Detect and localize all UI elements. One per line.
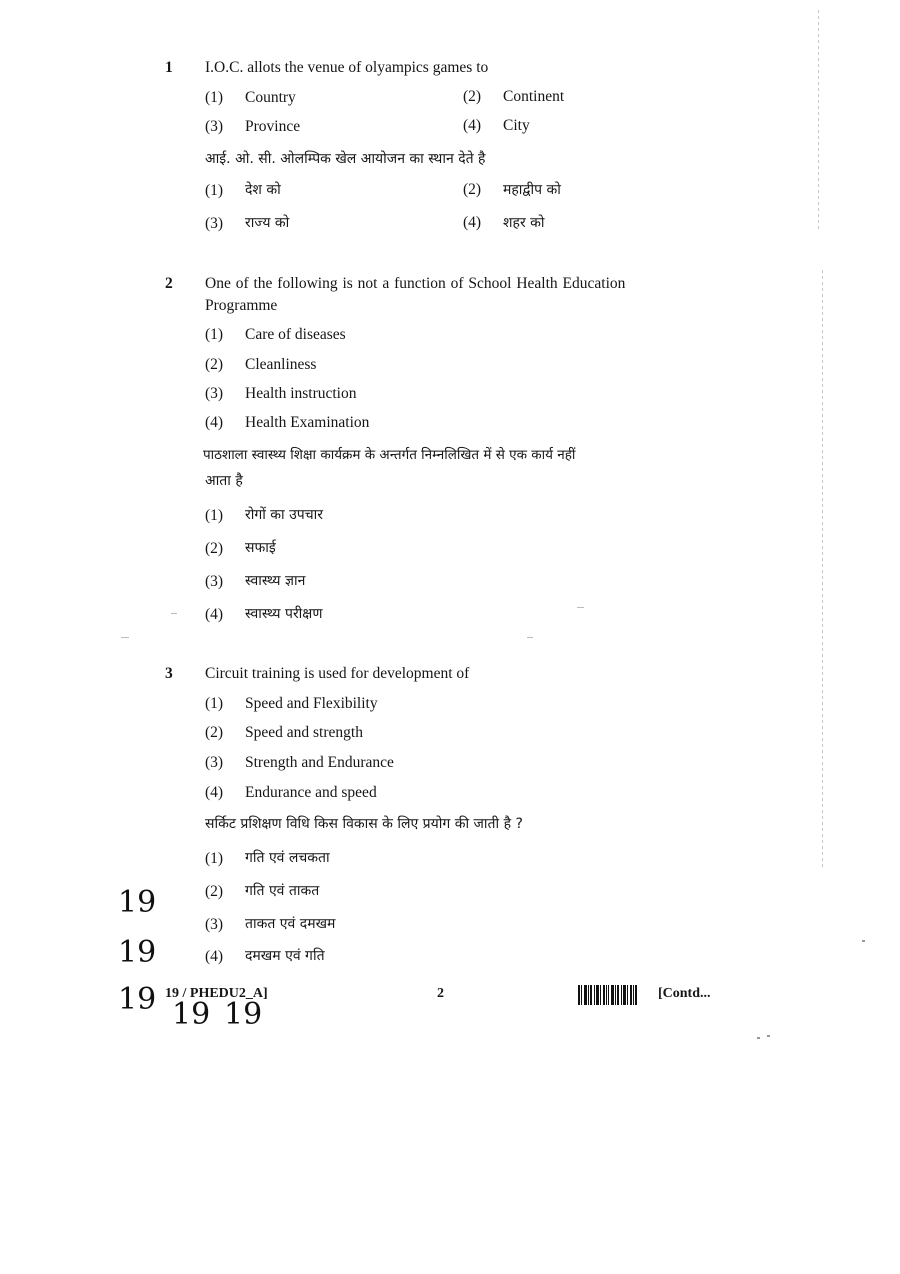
question-text-en: Circuit training is used for development of bbox=[205, 665, 470, 682]
option-number: (2) bbox=[205, 356, 224, 373]
option-number: (4) bbox=[205, 948, 224, 965]
scan-dots bbox=[822, 270, 823, 870]
question-text-en: I.O.C. allots the venue of olyampics games to bbox=[205, 59, 489, 76]
option-text: Health instruction bbox=[245, 385, 357, 402]
option-text: Strength and Endurance bbox=[245, 754, 394, 771]
option-number: (3) bbox=[205, 385, 224, 402]
page-number: 2 bbox=[437, 986, 444, 1001]
option-number: (4) bbox=[463, 117, 482, 134]
option-number: (1) bbox=[205, 326, 224, 343]
option-number: (3) bbox=[205, 118, 224, 135]
scan-speck bbox=[757, 1037, 760, 1039]
option-number: (1) bbox=[205, 507, 224, 524]
option-text: Continent bbox=[503, 88, 565, 105]
option-number: (2) bbox=[205, 540, 224, 557]
option-text-hi: स्वास्थ्य परीक्षण bbox=[245, 606, 323, 622]
question-text-en-cont: Programme bbox=[205, 297, 278, 314]
question-text-en: One of the following is not a function of School Health Education bbox=[205, 275, 626, 292]
option-number: (2) bbox=[463, 88, 482, 105]
question-number: 1 bbox=[165, 59, 173, 76]
option-number: (2) bbox=[205, 883, 224, 900]
option-number: (2) bbox=[205, 724, 224, 741]
question-text-hi: सर्किट प्रशिक्षण विधि किस विकास के लिए प्रयोग की जाती है ? bbox=[205, 816, 523, 832]
option-number: (1) bbox=[205, 850, 224, 867]
margin-mark: 19 bbox=[224, 997, 263, 1032]
option-number: (3) bbox=[205, 573, 224, 590]
scan-speck bbox=[767, 1035, 770, 1037]
paper-code: 19 / PHEDU2_A] bbox=[165, 986, 268, 1001]
option-text: Country bbox=[245, 89, 296, 106]
option-text: Province bbox=[245, 118, 301, 135]
continued-label: [Contd... bbox=[658, 986, 711, 1001]
option-number: (1) bbox=[205, 182, 224, 199]
option-text: Health Examination bbox=[245, 414, 370, 431]
option-text-hi: राज्य को bbox=[245, 215, 290, 231]
option-number: (3) bbox=[205, 215, 224, 232]
option-number: (1) bbox=[205, 89, 224, 106]
option-text: Cleanliness bbox=[245, 356, 317, 373]
question-number: 3 bbox=[165, 665, 173, 682]
option-text: Speed and Flexibility bbox=[245, 695, 378, 712]
option-text-hi: ताकत एवं दमखम bbox=[245, 916, 336, 932]
scan-speck bbox=[862, 940, 865, 942]
question-text-hi: आई. ओ. सी. ओलम्पिक खेल आयोजन का स्थान देते है bbox=[205, 151, 486, 167]
option-number: (4) bbox=[205, 414, 224, 431]
option-text-hi: महाद्वीप को bbox=[503, 182, 561, 198]
option-text-hi: गति एवं ताकत bbox=[245, 883, 320, 899]
margin-mark: 19 bbox=[118, 885, 157, 920]
option-number: (1) bbox=[205, 695, 224, 712]
option-text: Endurance and speed bbox=[245, 784, 377, 801]
option-text-hi: सफाई bbox=[245, 540, 276, 556]
option-text-hi: देश को bbox=[245, 182, 281, 198]
margin-mark: 19 bbox=[172, 997, 211, 1032]
option-text-hi: स्वास्थ्य ज्ञान bbox=[245, 573, 306, 589]
scan-dots bbox=[818, 10, 819, 230]
option-text-hi: गति एवं लचकता bbox=[245, 850, 330, 866]
option-text: City bbox=[503, 117, 530, 134]
option-number: (4) bbox=[205, 606, 224, 623]
option-number: (3) bbox=[205, 754, 224, 771]
option-text-hi: दमखम एवं गति bbox=[245, 948, 325, 964]
question-text-hi-cont: आता है bbox=[205, 473, 243, 489]
option-text-hi: रोगों का उपचार bbox=[245, 507, 324, 523]
option-text-hi: शहर को bbox=[503, 215, 545, 231]
scan-mark bbox=[121, 637, 129, 638]
option-text: Care of diseases bbox=[245, 326, 346, 343]
scan-mark bbox=[527, 637, 533, 638]
option-number: (2) bbox=[463, 181, 482, 198]
option-text: Speed and strength bbox=[245, 724, 363, 741]
option-number: (4) bbox=[463, 214, 482, 231]
scan-mark bbox=[171, 613, 177, 614]
barcode-icon bbox=[578, 985, 646, 1005]
option-number: (3) bbox=[205, 916, 224, 933]
question-text-hi: पाठशाला स्वास्थ्य शिक्षा कार्यक्रम के अन्तर्गत निम्नलिखित में से एक कार्य नहीं bbox=[203, 447, 576, 463]
question-number: 2 bbox=[165, 275, 173, 292]
scan-mark bbox=[577, 607, 584, 608]
margin-mark: 19 bbox=[118, 935, 157, 970]
option-number: (4) bbox=[205, 784, 224, 801]
margin-mark: 19 bbox=[118, 982, 157, 1017]
